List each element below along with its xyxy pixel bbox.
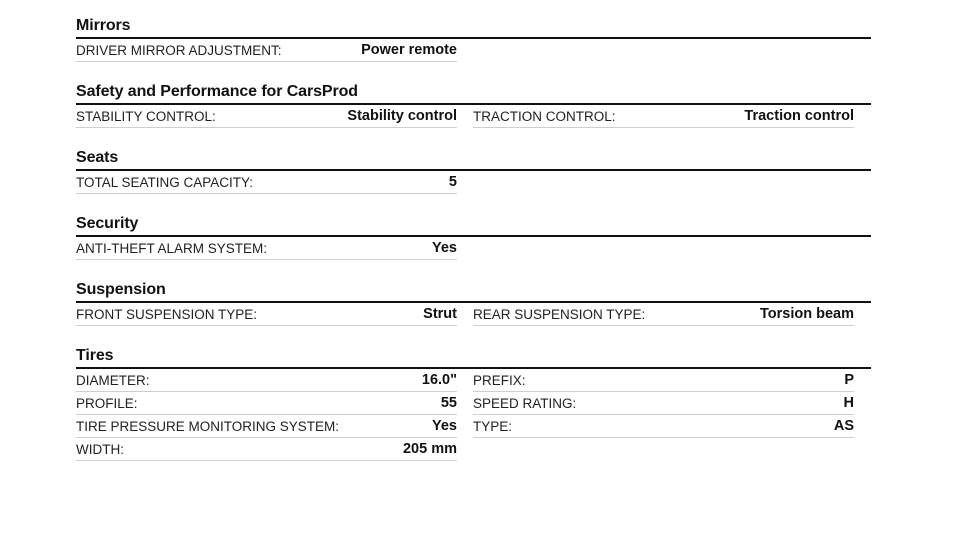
spec-row bbox=[473, 303, 854, 326]
spec-section bbox=[76, 280, 871, 326]
section-title: Safety and Performance for CarsProd bbox=[76, 82, 871, 105]
spec-row bbox=[473, 415, 854, 438]
spec-row bbox=[473, 369, 854, 392]
spec-sheet bbox=[76, 16, 871, 481]
spec-label: TYPE: bbox=[473, 419, 513, 434]
spec-value: Stability control bbox=[347, 108, 457, 124]
section-title: Seats bbox=[76, 148, 871, 171]
spec-rows bbox=[76, 369, 871, 461]
spec-row bbox=[473, 392, 854, 415]
spec-label: PREFIX: bbox=[473, 373, 526, 388]
spec-rows bbox=[76, 39, 871, 62]
spec-rows bbox=[76, 303, 871, 326]
spec-row bbox=[76, 303, 457, 326]
spec-value: Torsion beam bbox=[760, 306, 854, 322]
spec-label: TIRE PRESSURE MONITORING SYSTEM: bbox=[76, 419, 340, 434]
spec-row bbox=[473, 105, 854, 128]
spec-label: REAR SUSPENSION TYPE: bbox=[473, 307, 646, 322]
spec-row bbox=[76, 438, 457, 461]
spec-value: 16.0" bbox=[421, 372, 457, 388]
spec-section bbox=[76, 148, 871, 194]
spec-label: STABILITY CONTROL: bbox=[76, 109, 216, 124]
spec-row bbox=[76, 369, 457, 392]
spec-section bbox=[76, 16, 871, 62]
spec-label: TRACTION CONTROL: bbox=[473, 109, 616, 124]
spec-value: H bbox=[843, 395, 854, 411]
section-title: Tires bbox=[76, 346, 871, 369]
spec-row bbox=[76, 415, 457, 438]
spec-value: 205 mm bbox=[402, 441, 457, 457]
spec-label: DIAMETER: bbox=[76, 373, 150, 388]
spec-row bbox=[76, 171, 457, 194]
section-title: Security bbox=[76, 214, 871, 237]
spec-rows bbox=[76, 171, 871, 194]
spec-value: Power remote bbox=[361, 42, 457, 58]
spec-section bbox=[76, 214, 871, 260]
spec-value: P bbox=[844, 372, 854, 388]
spec-value: AS bbox=[833, 418, 854, 434]
section-title: Mirrors bbox=[76, 16, 871, 39]
spec-section bbox=[76, 346, 871, 461]
spec-label: DRIVER MIRROR ADJUSTMENT: bbox=[76, 43, 282, 58]
spec-label: WIDTH: bbox=[76, 442, 124, 457]
spec-label: TOTAL SEATING CAPACITY: bbox=[76, 175, 254, 190]
spec-value: 55 bbox=[440, 395, 457, 411]
spec-row bbox=[76, 237, 457, 260]
spec-label: FRONT SUSPENSION TYPE: bbox=[76, 307, 258, 322]
spec-section bbox=[76, 82, 871, 128]
spec-value: 5 bbox=[448, 174, 457, 190]
spec-row bbox=[76, 392, 457, 415]
spec-label: PROFILE: bbox=[76, 396, 138, 411]
spec-value: Strut bbox=[423, 306, 457, 322]
spec-label: ANTI-THEFT ALARM SYSTEM: bbox=[76, 241, 268, 256]
spec-row bbox=[76, 105, 457, 128]
spec-value: Yes bbox=[432, 240, 457, 256]
spec-value: Traction control bbox=[744, 108, 854, 124]
spec-rows bbox=[76, 237, 871, 260]
spec-row bbox=[76, 39, 457, 62]
spec-value: Yes bbox=[432, 418, 457, 434]
spec-label: SPEED RATING: bbox=[473, 396, 577, 411]
spec-rows bbox=[76, 105, 871, 128]
section-title: Suspension bbox=[76, 280, 871, 303]
